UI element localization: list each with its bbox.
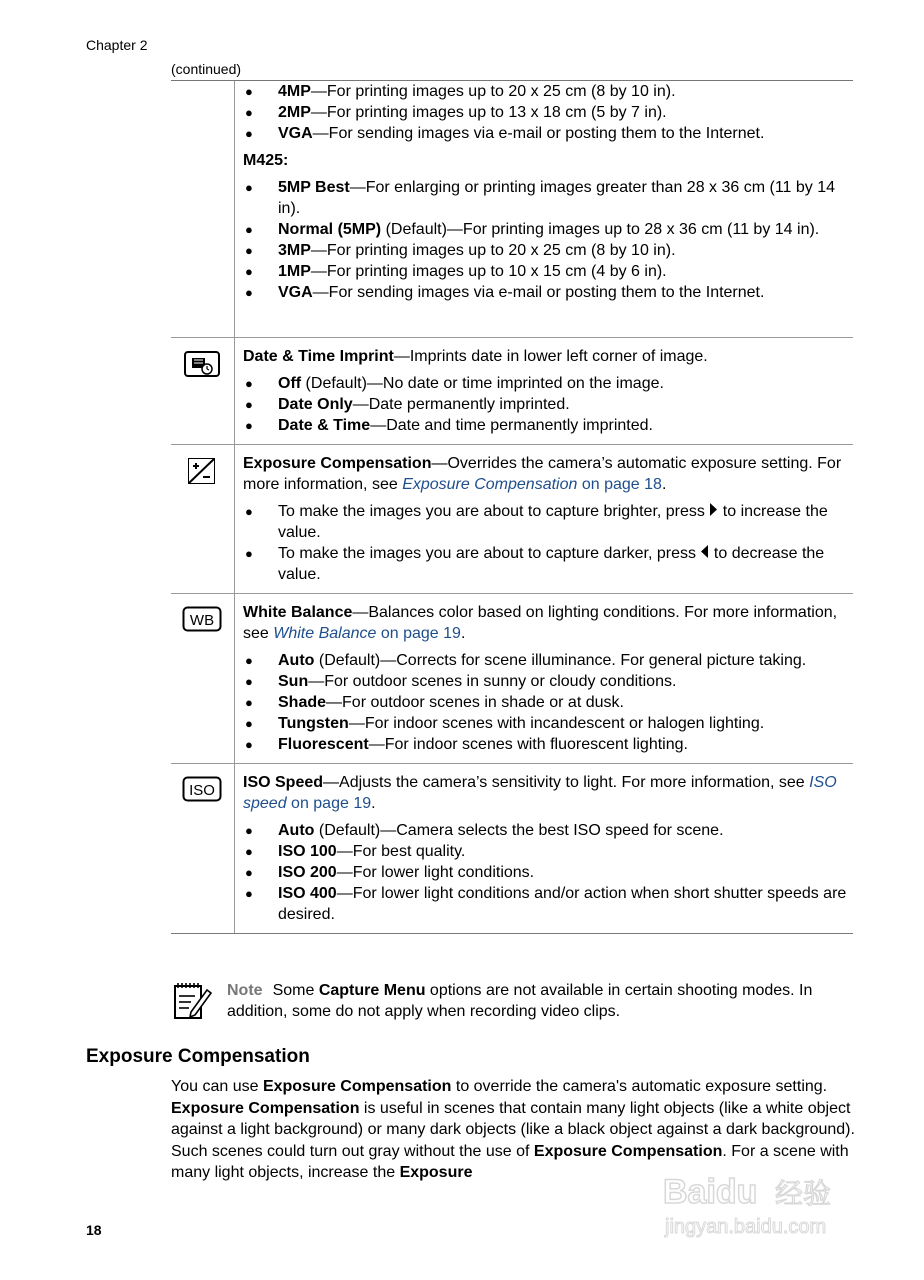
page-number: 18	[86, 1222, 102, 1238]
table-row: Date & Time Imprint—Imprints date in lower left corner of image. ● Off (Default)—No date or time imprinted on the image. ● Date Only—Date permanently imprinted. ● Date & Time—Date and time permanently imprinted.	[171, 337, 853, 444]
list-item: ● Fluorescent—For indoor scenes with fluorescent lighting.	[243, 734, 849, 755]
capture-menu-table	[171, 80, 853, 934]
list-item: ● 3MP—For printing images up to 20 x 25 cm (8 by 10 in).	[243, 240, 849, 261]
list-item: ● ISO 200—For lower light conditions.	[243, 862, 849, 883]
list-item: ● 1MP—For printing images up to 10 x 15 cm (4 by 6 in).	[243, 261, 849, 282]
list-item: ● ISO 400—For lower light conditions and/or action when short shutter speeds are desired.	[243, 883, 849, 925]
setting-title: Exposure Compensation	[243, 455, 432, 472]
list-item: ● Off (Default)—No date or time imprinted on the image.	[243, 373, 849, 394]
svg-text:ISO: ISO	[189, 782, 215, 799]
list-item: ● VGA—For sending images via e-mail or posting them to the Internet.	[243, 123, 849, 144]
svg-text:Baidu: Baidu	[663, 1173, 758, 1211]
continued-label: (continued)	[171, 61, 242, 77]
list-item: ● Date & Time—Date and time permanently imprinted.	[243, 415, 849, 436]
svg-text:WB: WB	[189, 612, 215, 629]
table-row	[171, 81, 853, 337]
iso-speed-link[interactable]: ISO speed on page 19	[243, 774, 837, 812]
table-row: WB White Balance—Balances color based on lighting conditions. For more information, see White Balance on page 19. ● Auto (Default)—Corrects for scene illuminance. For general picture taking. ● Sun—For outdoor scenes in sunny or cloudy conditions. ● Shade—For outdoor scenes in shade or at dusk. ● Tungsten—For indoor scenes with incandescent or halogen lighting. ● Fluorescent—For indoor scenes with fluorescent lighting.	[171, 593, 853, 763]
white-balance-icon	[182, 606, 222, 632]
right-arrow-icon	[709, 503, 718, 516]
list-item: ● Normal (5MP) (Default)—For printing images up to 28 x 36 cm (11 by 14 in).	[243, 219, 849, 240]
note-pencil-icon	[171, 980, 215, 1022]
exposure-compensation-icon	[187, 457, 217, 485]
date-time-imprint-icon	[184, 350, 220, 378]
baidu-watermark-logo	[655, 1165, 870, 1245]
model-heading: M425:	[243, 152, 289, 169]
list-item: ● 4MP—For printing images up to 20 x 25 cm (8 by 10 in).	[243, 81, 849, 102]
white-balance-link[interactable]: White Balance on page 19	[273, 625, 461, 642]
exposure-compensation-link[interactable]: Exposure Compensation on page 18	[402, 476, 662, 493]
iso-icon	[182, 776, 222, 802]
table-row: Exposure Compensation—Overrides the camera’s automatic exposure setting. For more information, see Exposure Compensation on page 18. ● To make the images you are about to capture brighter, press to increase the value. ● To make the images you are about to capture darker, press to decrease the value.	[171, 444, 853, 593]
list-item: ● Sun—For outdoor scenes in sunny or cloudy conditions.	[243, 671, 849, 692]
list-item: ● Date Only—Date permanently imprinted.	[243, 394, 849, 415]
list-item: ● Shade—For outdoor scenes in shade or at dusk.	[243, 692, 849, 713]
list-item: ● 2MP—For printing images up to 13 x 18 cm (5 by 7 in).	[243, 102, 849, 123]
list-item: ● VGA—For sending images via e-mail or posting them to the Internet.	[243, 282, 849, 303]
list-item: ● To make the images you are about to capture darker, press to decrease the value.	[243, 543, 849, 585]
table-row: ISO ISO Speed—Adjusts the camera’s sensitivity to light. For more information, see ISO speed on page 19. ● Auto (Default)—Camera selects the best ISO speed for scene. ● ISO 100—For best quality. ● ISO 200—For lower light conditions. ● ISO 400—For lower light conditions and/or action when short shutter speeds are desired.	[171, 763, 853, 933]
note-box: Note Some Capture Menu options are not available in certain shooting modes. In addition, some do not apply when recording video clips.	[171, 980, 861, 1027]
list-item: ● 5MP Best—For enlarging or printing images greater than 28 x 36 cm (11 by 14 in).	[243, 177, 849, 219]
setting-title: Date & Time Imprint	[243, 348, 394, 365]
svg-text:jingyan.baidu.com: jingyan.baidu.com	[665, 1216, 827, 1238]
list-item: ● Tungsten—For indoor scenes with incandescent or halogen lighting.	[243, 713, 849, 734]
setting-title: ISO Speed	[243, 774, 324, 791]
section-heading: Exposure Compensation	[86, 1046, 310, 1067]
list-item: ● ISO 100—For best quality.	[243, 841, 849, 862]
setting-title: White Balance	[243, 604, 353, 621]
section-body: You can use Exposure Compensation to override the camera's automatic exposure setting. Exposure Compensation is useful in scenes that contain many light objects (like a white object against a light background) or many dark objects (like a black object against a dark background). Such scenes could turn out gray without the use of Exposure Compensation. For a scene with many light objects, increase the Exposure	[171, 1078, 855, 1181]
note-label: Note	[227, 982, 263, 999]
list-item: ● To make the images you are about to capture brighter, press to increase the value.	[243, 501, 849, 543]
list-item: ● Auto (Default)—Camera selects the best ISO speed for scene.	[243, 820, 849, 841]
list-item: ● Auto (Default)—Corrects for scene illuminance. For general picture taking.	[243, 650, 849, 671]
svg-text:经验: 经验	[775, 1177, 832, 1210]
chapter-label: Chapter 2	[86, 37, 148, 53]
